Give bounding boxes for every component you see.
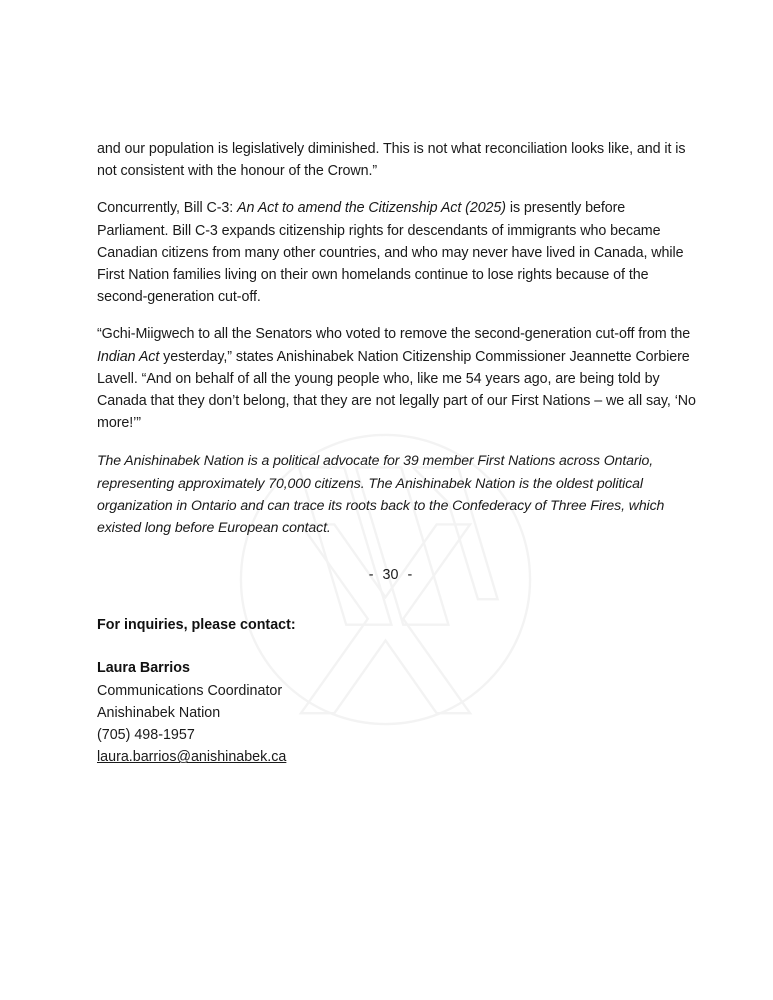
end-marker-right-dash: -: [407, 567, 413, 584]
paragraph-text: and our population is legislatively diminished. This is not what reconciliation looks like, and it is not consistent with the honour of the Crown.”: [97, 141, 686, 180]
contact-phone[interactable]: (705) 498-1957: [97, 727, 195, 744]
document-body: [97, 138, 698, 768]
contact-details: [97, 657, 698, 768]
contact-heading: For inquiries, please contact:: [97, 617, 296, 634]
indian-act-italic: Indian Act: [97, 348, 160, 365]
quote-text: “Gchi-Miigwech to all the Senators who voted to remove the second-generation cut-off from the: [97, 326, 691, 343]
paragraph-bill-c3: [97, 197, 698, 308]
paragraph-text: Concurrently, Bill C-3:: [97, 200, 238, 217]
paragraph-text: is presently before Parliament. Bill C-3 expands citizenship rights for descendants of immigrants who became Canadian citizens from many other countries, and who may never have lived in Canada, while First Nation families living on their own homelands continue to lose rights because of the second-generation cut-off.: [97, 200, 684, 306]
paragraph-quote-lavell: [97, 323, 698, 434]
act-title-italic: An Act to amend the Citizenship Act (2025): [237, 200, 506, 217]
contact-email-row: [97, 746, 698, 768]
contact-email-link[interactable]: laura.barrios@anishinabek.ca: [97, 749, 287, 766]
end-marker-number: 30: [382, 567, 399, 584]
paragraph-crown-honour: [97, 138, 698, 182]
contact-name: Laura Barrios: [97, 660, 190, 677]
organization-boilerplate: The Anishinabek Nation is a political advocate for 39 member First Nations across Ontario, representing approximately 70,000 citizens. The Anishinabek Nation is the oldest political organization in Ontario and can trace its roots back to the Confederacy of Three Fires, which existed long before European contact.: [97, 452, 665, 536]
contact-job-title: Communications Coordinator: [97, 682, 283, 699]
end-of-release-marker: [97, 564, 698, 586]
end-marker-left-dash: -: [368, 567, 374, 584]
quote-text: yesterday,” states Anishinabek Nation Citizenship Commissioner Jeannette Corbiere Lavell. “And on behalf of all the young people who, like me 54 years ago, are being told by Canada that they don’t belong, that they are not legally part of our First Nations – we all say, ‘No more!’”: [97, 348, 696, 432]
contact-organization: Anishinabek Nation: [97, 704, 221, 721]
